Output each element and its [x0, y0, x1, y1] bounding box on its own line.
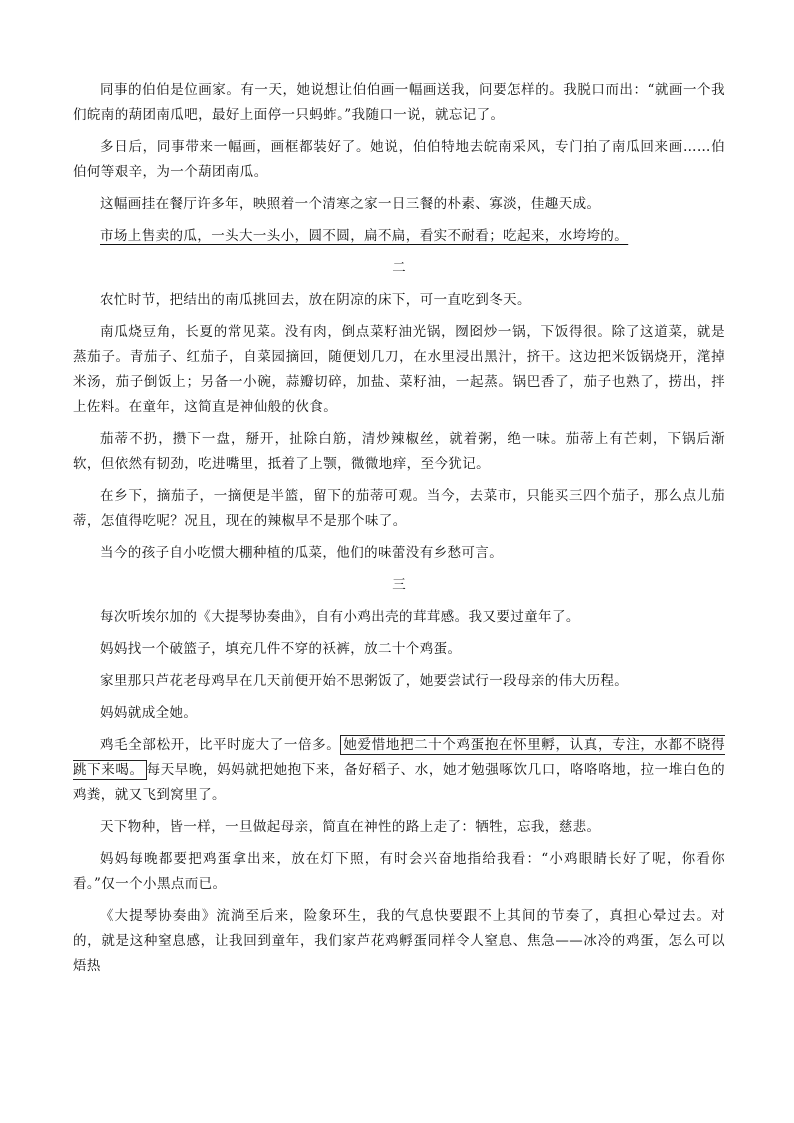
paragraph-with-box — [73, 733, 725, 808]
text-segment: 鸡毛全部松开，比平时庞大了一倍多。 — [100, 737, 341, 753]
paragraph: 妈妈找一个破篮子，填充几件不穿的袄裤，放二十个鸡蛋。 — [100, 641, 462, 657]
text-segment: 每天早晚，妈妈就把她抱下来，备好稻子、水，她才勉强啄饮几口，咯咯咯地，拉一堆白色的鸡粪，就又飞到窝里了。 — [73, 762, 726, 803]
paragraph: 《大提琴协奏曲》流淌至后来，险象环生，我的气息快要跟不上其间的节奏了，真担心晕过去。对的，就是这种窒息感，让我回到童年，我们家芦花鸡孵蛋同样令人窒息、焦急——冰冷的鸡蛋，怎么可以焐热 — [73, 908, 725, 974]
paragraph: 天下物种，皆一样，一旦做起母亲，简直在神性的路上走了：牺牲，忘我，慈悲。 — [100, 819, 601, 835]
paragraph: 在乡下，摘茄子，一摘便是半篮，留下的茄蒂可观。当今，去菜市，只能买三四个茄子，那么点儿茄蒂，怎值得吃呢？况且，现在的辣椒早不是那个味了。 — [73, 488, 725, 529]
section-heading-3: 三 — [392, 577, 406, 593]
boxed-sentence: 她爱惜地把二十个鸡蛋抱在怀里孵，认真，专注，水都不晓得跳下来喝。 — [73, 737, 725, 778]
paragraph: 这幅画挂在餐厅许多年，映照着一个清寒之家一日三餐的朴素、寡淡，佳趣天成。 — [100, 196, 601, 212]
paragraph: 同事的伯伯是位画家。有一天，她说想让伯伯画一幅画送我，问要怎样的。我脱口而出：“就画一个我们皖南的葫团南瓜吧，最好上面停一只蚂蚱。”我随口一说，就忘记了。 — [73, 82, 725, 123]
paragraph: 农忙时节，把结出的南瓜挑回去，放在阴凉的床下，可一直吃到冬天。 — [100, 292, 531, 308]
article-body — [73, 78, 725, 979]
paragraph: 多日后，同事带来一幅画，画框都装好了。她说，伯伯特地去皖南采风，专门拍了南瓜回来画……伯伯何等艰辛，为一个葫团南瓜。 — [73, 139, 725, 180]
section-heading-2: 二 — [392, 260, 406, 276]
underlined-paragraph — [73, 224, 725, 249]
paragraph: 妈妈就成全她。 — [100, 705, 198, 721]
paragraph: 当今的孩子自小吃惯大棚种植的瓜菜，他们的味蕾没有乡愁可言。 — [100, 545, 504, 561]
paragraph: 每次听埃尔加的《大提琴协奏曲》，自有小鸡出壳的茸茸感。我又要过童年了。 — [100, 609, 580, 625]
paragraph: 妈妈每晚都要把鸡蛋拿出来，放在灯下照，有时会兴奋地指给我看：“小鸡眼睛长好了呢，你看你看。”仅一个小黑点而已。 — [73, 851, 725, 892]
underlined-sentence: 市场上售卖的瓜，一头大一头小，圆不圆，扁不扁，看实不耐看；吃起来，水垮垮的。 — [100, 228, 629, 244]
paragraph: 南瓜烧豆角，长夏的常见菜。没有肉，倒点菜籽油光锅，囫囵炒一锅，下饭得很。除了这道菜，就是蒸茄子。青茄子、红茄子，自菜园摘回，随便划几刀，在水里浸出黑汁，挤干。这边把米饭锅烧开，滗掉米汤，茄子倒饭上；另备一小碗，蒜瓣切碎，加盐、菜籽油，一起蒸。锅巴香了，茄子也熟了，捞出，拌上佐料。在童年，这简直是神仙般的伙食。 — [73, 324, 725, 415]
paragraph: 家里那只芦花老母鸡早在几天前便开始不思粥饭了，她要尝试行一段母亲的伟大历程。 — [100, 673, 629, 689]
paragraph: 茄蒂不扔，攒下一盘，掰开，扯除白筋，清炒辣椒丝，就着粥，绝一味。茄蒂上有芒刺，下锅后渐软，但依然有韧劲，吃进嘴里，抵着了上颚，微微地痒，至今犹记。 — [73, 431, 725, 472]
